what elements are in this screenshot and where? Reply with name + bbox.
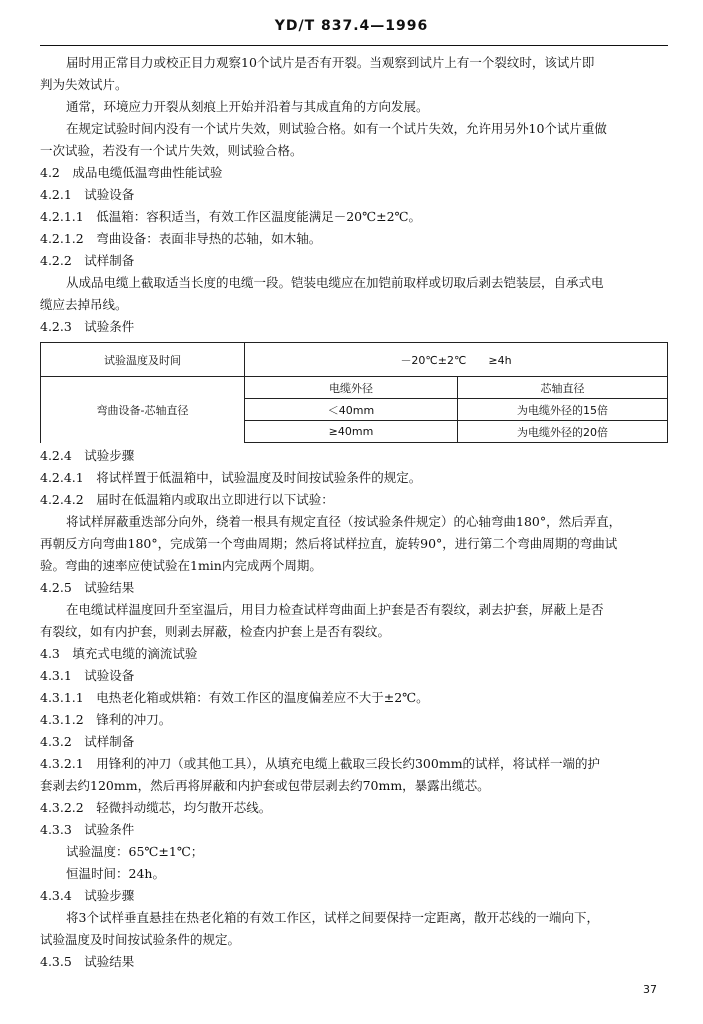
table-cell-mandrel: 为电缆外径的15倍 [458,399,668,421]
text-block-bottom [40,445,668,973]
text-line: 4.3.1 试验设备 [40,668,135,683]
table-cell-od: ≥40mm [245,421,458,443]
text-line: 再朝反方向弯曲180°，完成第一个弯曲周期；然后将试样拉直，旋转90°，进行第二个弯曲周期的弯曲试 [40,536,618,551]
page-number: 37 [643,983,657,996]
table-cell-od: ＜40mm [245,399,458,421]
text-line: 套剥去约120mm，然后再将屏蔽和内护套或包带层剥去约70mm，暴露出缆芯。 [40,778,490,793]
text-line: 有裂纹，如有内护套，则剥去屏蔽，检查内护套上是否有裂纹。 [40,624,391,639]
table-cell-bend-label: 弯曲设备-芯轴直径 [41,377,245,443]
text-line: 一次试验，若没有一个试片失效，则试验合格。 [40,143,303,158]
table-header-mandrel: 芯轴直径 [458,377,668,399]
text-line: 4.3 填充式电缆的滴流试验 [40,646,198,661]
text-line: 在规定试验时间内没有一个试片失效，则试验合格。如有一个试片失效，允许用另外10个试片重做 [66,121,607,136]
text-line: 4.2.5 试验结果 [40,580,135,595]
text-block-top [40,52,668,338]
text-line: 4.3.3 试验条件 [40,822,135,837]
text-line: 4.2.1.2 弯曲设备：表面非导热的芯轴，如木轴。 [40,231,322,246]
table-cell-temp-label: 试验温度及时间 [41,343,245,377]
text-line: 在电缆试样温度回升至室温后，用目力检查试样弯曲面上护套是否有裂纹，剥去护套，屏蔽上是否 [66,602,604,617]
table-cell-mandrel: 为电缆外径的20倍 [458,421,668,443]
text-line: 判为失效试片。 [40,77,128,92]
text-line: 4.3.2.2 轻微抖动缆芯，均匀散开芯线。 [40,800,272,815]
text-line: 4.3.1.2 锋利的冲刀。 [40,712,172,727]
text-line: 将试样屏蔽重迭部分向外，绕着一根具有规定直径（按试验条件规定）的心轴弯曲180°，然后弄直， [66,514,622,529]
text-line: 恒温时间：24h。 [66,866,165,881]
text-line: 4.3.4 试验步骤 [40,888,135,903]
text-line: 4.2.3 试验条件 [40,319,135,334]
standard-header: YD/T 837.4—1996 [274,18,429,34]
text-line: 4.3.2 试样制备 [40,734,135,749]
text-line: 验。弯曲的速率应使试验在1min内完成两个周期。 [40,558,322,573]
text-line: 从成品电缆上截取适当长度的电缆一段。铠装电缆应在加铠前取样或切取后剥去铠装层，自承式电 [66,275,604,290]
table-cell-temp-value: －20℃±2℃ ≥4h [245,343,668,377]
text-line: 通常，环境应力开裂从刻痕上开始并沿着与其成直角的方向发展。 [66,99,429,114]
text-line: 试验温度：65℃±1℃； [66,844,204,859]
text-line: 4.2.2 试样制备 [40,253,135,268]
text-line: 4.2.4 试验步骤 [40,448,135,463]
table-header-cable-od: 电缆外径 [245,377,458,399]
page-body [40,52,668,973]
text-line: 4.3.1.1 电热老化箱或烘箱：有效工作区的温度偏差应不大于±2℃。 [40,690,429,705]
text-line: 试验温度及时间按试验条件的规定。 [40,932,241,947]
test-conditions-table [40,342,668,443]
text-line: 缆应去掉吊线。 [40,297,128,312]
text-line: 4.2.1.1 低温箱：容积适当，有效工作区温度能满足－20℃±2℃。 [40,209,422,224]
text-line: 4.2 成品电缆低温弯曲性能试验 [40,165,223,180]
text-line: 4.3.5 试验结果 [40,954,135,969]
text-line: 4.2.4.2 届时在低温箱内或取出立即进行以下试验： [40,492,334,507]
text-line: 届时用正常目力或校正目力观察10个试片是否有开裂。当观察到试片上有一个裂纹时，该试片即 [66,55,595,70]
text-line: 4.3.2.1 用锋利的冲刀（或其他工具），从填充电缆上截取三段长约300mm的试样，将试样一端的护 [40,756,601,771]
header-rule [40,45,668,46]
text-line: 4.2.1 试验设备 [40,187,135,202]
text-line: 4.2.4.1 将试样置于低温箱中，试验温度及时间按试验条件的规定。 [40,470,422,485]
text-line: 将3个试样垂直悬挂在热老化箱的有效工作区，试样之间要保持一定距离，散开芯线的一端向下， [66,910,599,925]
